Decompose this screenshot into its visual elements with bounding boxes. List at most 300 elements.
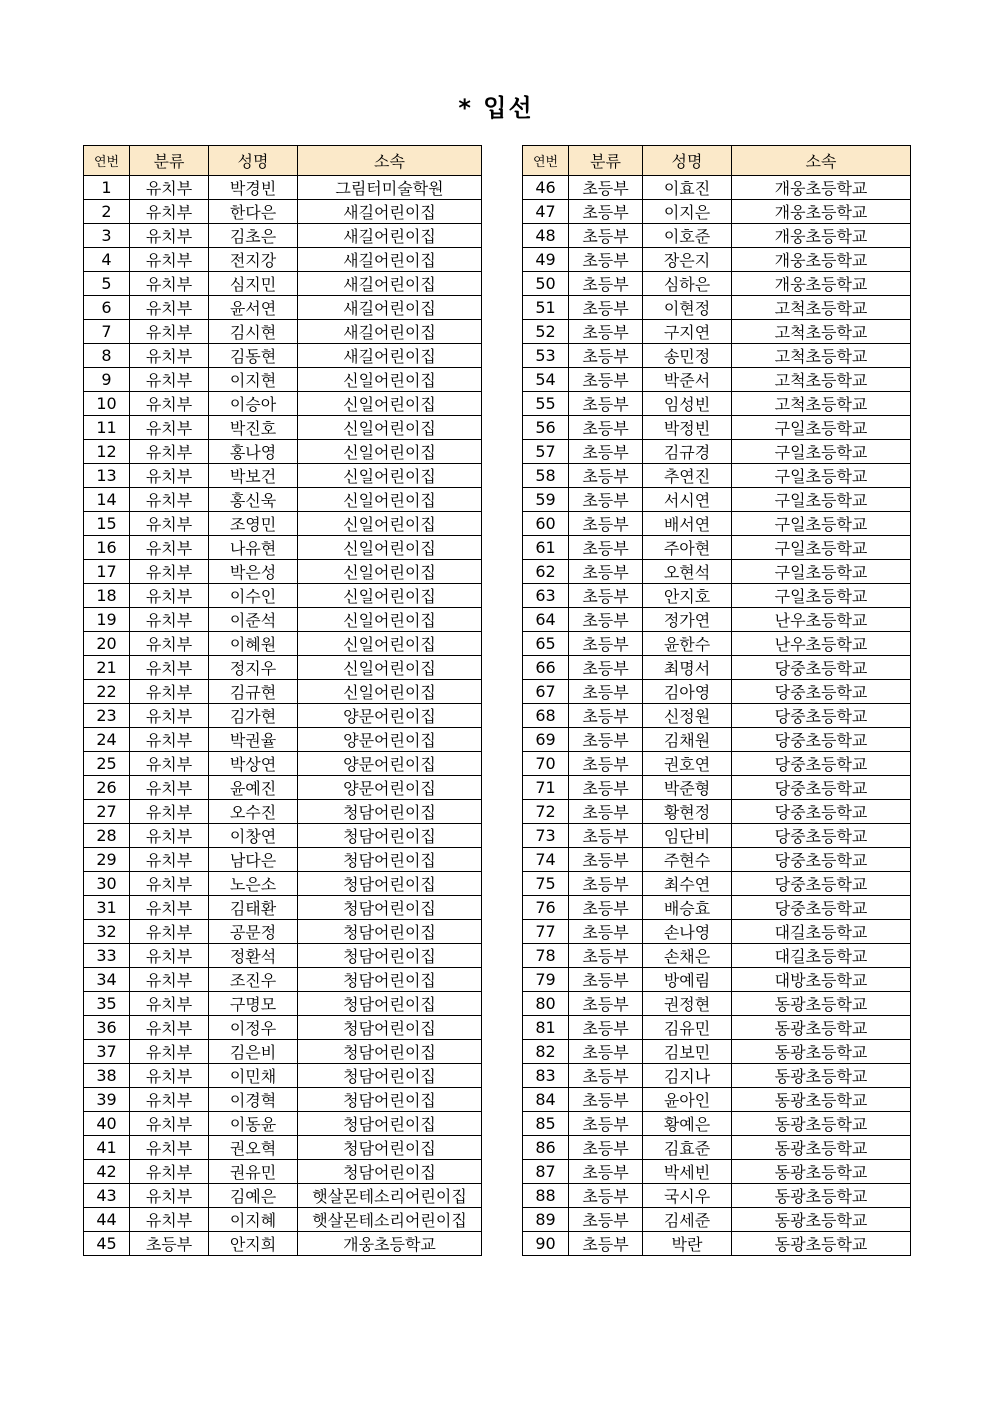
cell-affiliation: 새길어린이집 [298, 224, 482, 248]
cell-number: 45 [84, 1232, 130, 1256]
cell-number: 85 [523, 1112, 569, 1136]
cell-category: 초등부 [569, 656, 643, 680]
cell-number: 35 [84, 992, 130, 1016]
cell-affiliation: 신일어린이집 [298, 560, 482, 584]
cell-affiliation: 청담어린이집 [298, 1064, 482, 1088]
table-row [523, 248, 911, 272]
table-row [523, 824, 911, 848]
table-row [523, 1112, 911, 1136]
cell-affiliation: 청담어린이집 [298, 800, 482, 824]
cell-affiliation: 새길어린이집 [298, 272, 482, 296]
table-row [84, 632, 482, 656]
cell-number: 8 [84, 344, 130, 368]
cell-affiliation: 고척초등학교 [732, 392, 911, 416]
cell-category: 초등부 [569, 1184, 643, 1208]
cell-name: 박준서 [643, 368, 732, 392]
cell-category: 초등부 [569, 392, 643, 416]
table-row [84, 1016, 482, 1040]
table-row [84, 1064, 482, 1088]
cell-number: 58 [523, 464, 569, 488]
cell-name: 김규경 [643, 440, 732, 464]
cell-number: 15 [84, 512, 130, 536]
cell-number: 30 [84, 872, 130, 896]
cell-number: 82 [523, 1040, 569, 1064]
cell-number: 49 [523, 248, 569, 272]
cell-number: 73 [523, 824, 569, 848]
cell-number: 78 [523, 944, 569, 968]
cell-number: 12 [84, 440, 130, 464]
cell-name: 박보건 [209, 464, 298, 488]
cell-name: 김은비 [209, 1040, 298, 1064]
table-row [84, 680, 482, 704]
table-row [523, 656, 911, 680]
cell-number: 42 [84, 1160, 130, 1184]
cell-number: 23 [84, 704, 130, 728]
table-row [523, 680, 911, 704]
table-row [84, 272, 482, 296]
table-row [84, 536, 482, 560]
cell-category: 유치부 [130, 296, 209, 320]
cell-affiliation: 신일어린이집 [298, 368, 482, 392]
table-row [84, 1112, 482, 1136]
cell-number: 25 [84, 752, 130, 776]
cell-name: 임성빈 [643, 392, 732, 416]
cell-name: 김채원 [643, 728, 732, 752]
cell-number: 11 [84, 416, 130, 440]
cell-number: 53 [523, 344, 569, 368]
cell-category: 초등부 [569, 584, 643, 608]
cell-number: 6 [84, 296, 130, 320]
table-row [523, 704, 911, 728]
table-header-row [84, 146, 482, 176]
cell-name: 이창연 [209, 824, 298, 848]
table-row [84, 368, 482, 392]
cell-name: 구명모 [209, 992, 298, 1016]
cell-name: 김동현 [209, 344, 298, 368]
cell-name: 배서연 [643, 512, 732, 536]
cell-category: 초등부 [569, 776, 643, 800]
cell-affiliation: 청담어린이집 [298, 1112, 482, 1136]
cell-name: 이동윤 [209, 1112, 298, 1136]
cell-name: 이경혁 [209, 1088, 298, 1112]
cell-name: 윤서연 [209, 296, 298, 320]
table-row [523, 1064, 911, 1088]
cell-number: 32 [84, 920, 130, 944]
table-row [84, 608, 482, 632]
cell-number: 47 [523, 200, 569, 224]
cell-affiliation: 당중초등학교 [732, 872, 911, 896]
cell-category: 초등부 [569, 896, 643, 920]
cell-number: 79 [523, 968, 569, 992]
table-row [84, 584, 482, 608]
table-row [523, 392, 911, 416]
cell-number: 27 [84, 800, 130, 824]
cell-category: 유치부 [130, 944, 209, 968]
table-row [84, 896, 482, 920]
cell-name: 이효진 [643, 176, 732, 200]
cell-number: 50 [523, 272, 569, 296]
cell-affiliation: 신일어린이집 [298, 440, 482, 464]
cell-name: 서시연 [643, 488, 732, 512]
cell-name: 정환석 [209, 944, 298, 968]
cell-category: 초등부 [130, 1232, 209, 1256]
cell-number: 13 [84, 464, 130, 488]
cell-name: 오현석 [643, 560, 732, 584]
cell-name: 권오혁 [209, 1136, 298, 1160]
cell-category: 초등부 [569, 944, 643, 968]
table-row [84, 800, 482, 824]
table-row [84, 704, 482, 728]
cell-category: 초등부 [569, 536, 643, 560]
cell-affiliation: 개웅초등학교 [298, 1232, 482, 1256]
cell-name: 이민채 [209, 1064, 298, 1088]
cell-name: 김초은 [209, 224, 298, 248]
cell-number: 4 [84, 248, 130, 272]
cell-affiliation: 동광초등학교 [732, 1112, 911, 1136]
table-row [523, 800, 911, 824]
cell-name: 홍나영 [209, 440, 298, 464]
cell-affiliation: 청담어린이집 [298, 968, 482, 992]
cell-category: 유치부 [130, 1136, 209, 1160]
cell-name: 이호준 [643, 224, 732, 248]
cell-name: 박준형 [643, 776, 732, 800]
cell-number: 59 [523, 488, 569, 512]
cell-number: 88 [523, 1184, 569, 1208]
cell-name: 김지나 [643, 1064, 732, 1088]
table-row [84, 824, 482, 848]
table-row [523, 992, 911, 1016]
table-row [523, 968, 911, 992]
cell-affiliation: 개웅초등학교 [732, 200, 911, 224]
table-row [523, 1016, 911, 1040]
cell-name: 김아영 [643, 680, 732, 704]
cell-category: 유치부 [130, 560, 209, 584]
cell-affiliation: 당중초등학교 [732, 752, 911, 776]
cell-name: 윤한수 [643, 632, 732, 656]
cell-name: 노은소 [209, 872, 298, 896]
cell-number: 60 [523, 512, 569, 536]
table-row [523, 872, 911, 896]
table-row [84, 776, 482, 800]
cell-category: 유치부 [130, 776, 209, 800]
table-row [84, 464, 482, 488]
cell-number: 38 [84, 1064, 130, 1088]
cell-affiliation: 구일초등학교 [732, 440, 911, 464]
cell-affiliation: 청담어린이집 [298, 824, 482, 848]
cell-name: 최수연 [643, 872, 732, 896]
cell-affiliation: 새길어린이집 [298, 248, 482, 272]
table-row [84, 1232, 482, 1256]
cell-affiliation: 신일어린이집 [298, 536, 482, 560]
cell-category: 유치부 [130, 176, 209, 200]
cell-number: 61 [523, 536, 569, 560]
cell-name: 나유현 [209, 536, 298, 560]
cell-affiliation: 당중초등학교 [732, 656, 911, 680]
cell-affiliation: 당중초등학교 [732, 800, 911, 824]
cell-affiliation: 고척초등학교 [732, 368, 911, 392]
cell-name: 김보민 [643, 1040, 732, 1064]
cell-affiliation: 신일어린이집 [298, 632, 482, 656]
cell-category: 유치부 [130, 800, 209, 824]
table-row [523, 608, 911, 632]
cell-name: 신정원 [643, 704, 732, 728]
table-row [523, 920, 911, 944]
cell-number: 1 [84, 176, 130, 200]
cell-name: 심하은 [643, 272, 732, 296]
award-table-right [522, 145, 911, 1256]
cell-category: 유치부 [130, 1016, 209, 1040]
table-row [84, 320, 482, 344]
cell-category: 초등부 [569, 968, 643, 992]
table-row [84, 728, 482, 752]
cell-affiliation: 당중초등학교 [732, 848, 911, 872]
cell-name: 안지희 [209, 1232, 298, 1256]
cell-affiliation: 신일어린이집 [298, 680, 482, 704]
cell-affiliation: 그림터미술학원 [298, 176, 482, 200]
cell-category: 초등부 [569, 632, 643, 656]
cell-category: 초등부 [569, 224, 643, 248]
cell-number: 43 [84, 1184, 130, 1208]
cell-affiliation: 동광초등학교 [732, 1232, 911, 1256]
cell-name: 임단비 [643, 824, 732, 848]
table-row [523, 1184, 911, 1208]
cell-category: 초등부 [569, 1088, 643, 1112]
cell-name: 박상연 [209, 752, 298, 776]
cell-number: 44 [84, 1208, 130, 1232]
cell-category: 유치부 [130, 1208, 209, 1232]
cell-number: 86 [523, 1136, 569, 1160]
cell-name: 손나영 [643, 920, 732, 944]
table-row [523, 176, 911, 200]
cell-number: 14 [84, 488, 130, 512]
cell-category: 초등부 [569, 368, 643, 392]
table-row [84, 1040, 482, 1064]
cell-affiliation: 고척초등학교 [732, 344, 911, 368]
cell-category: 초등부 [569, 416, 643, 440]
cell-number: 48 [523, 224, 569, 248]
cell-affiliation: 청담어린이집 [298, 872, 482, 896]
header-number: 연번 [84, 146, 130, 176]
cell-name: 이현정 [643, 296, 732, 320]
cell-name: 이준석 [209, 608, 298, 632]
cell-category: 초등부 [569, 1232, 643, 1256]
cell-name: 김세준 [643, 1208, 732, 1232]
cell-name: 김가현 [209, 704, 298, 728]
cell-category: 유치부 [130, 1088, 209, 1112]
cell-affiliation: 고척초등학교 [732, 296, 911, 320]
table-row [523, 296, 911, 320]
cell-category: 유치부 [130, 224, 209, 248]
cell-category: 초등부 [569, 200, 643, 224]
cell-affiliation: 동광초등학교 [732, 1160, 911, 1184]
table-body-left [84, 176, 482, 1256]
cell-affiliation: 당중초등학교 [732, 704, 911, 728]
cell-number: 77 [523, 920, 569, 944]
table-row [84, 224, 482, 248]
cell-name: 주아현 [643, 536, 732, 560]
table-row [523, 728, 911, 752]
cell-name: 방예림 [643, 968, 732, 992]
cell-category: 유치부 [130, 656, 209, 680]
table-row [523, 512, 911, 536]
table-row [84, 1184, 482, 1208]
cell-number: 2 [84, 200, 130, 224]
table-header-row [523, 146, 911, 176]
cell-name: 공문정 [209, 920, 298, 944]
cell-category: 유치부 [130, 512, 209, 536]
cell-category: 초등부 [569, 272, 643, 296]
cell-category: 초등부 [569, 1208, 643, 1232]
cell-name: 이지은 [643, 200, 732, 224]
cell-number: 19 [84, 608, 130, 632]
cell-number: 68 [523, 704, 569, 728]
cell-category: 초등부 [569, 1064, 643, 1088]
cell-number: 64 [523, 608, 569, 632]
cell-name: 이지현 [209, 368, 298, 392]
cell-category: 초등부 [569, 1136, 643, 1160]
cell-category: 초등부 [569, 560, 643, 584]
cell-number: 74 [523, 848, 569, 872]
cell-affiliation: 당중초등학교 [732, 728, 911, 752]
cell-category: 유치부 [130, 1112, 209, 1136]
table-row [84, 560, 482, 584]
cell-category: 유치부 [130, 536, 209, 560]
cell-number: 10 [84, 392, 130, 416]
cell-affiliation: 구일초등학교 [732, 464, 911, 488]
cell-number: 41 [84, 1136, 130, 1160]
cell-affiliation: 난우초등학교 [732, 632, 911, 656]
cell-affiliation: 양문어린이집 [298, 728, 482, 752]
cell-name: 박은성 [209, 560, 298, 584]
cell-number: 31 [84, 896, 130, 920]
cell-number: 36 [84, 1016, 130, 1040]
table-row [523, 1040, 911, 1064]
cell-affiliation: 청담어린이집 [298, 1136, 482, 1160]
cell-affiliation: 신일어린이집 [298, 608, 482, 632]
table-row [84, 176, 482, 200]
cell-category: 유치부 [130, 632, 209, 656]
cell-name: 홍신욱 [209, 488, 298, 512]
table-row [84, 248, 482, 272]
cell-category: 초등부 [569, 440, 643, 464]
table-row [523, 1136, 911, 1160]
cell-affiliation: 동광초등학교 [732, 1064, 911, 1088]
cell-category: 유치부 [130, 200, 209, 224]
cell-number: 29 [84, 848, 130, 872]
cell-number: 22 [84, 680, 130, 704]
table-row [84, 1088, 482, 1112]
cell-affiliation: 동광초등학교 [732, 1136, 911, 1160]
cell-number: 80 [523, 992, 569, 1016]
cell-affiliation: 동광초등학교 [732, 1208, 911, 1232]
cell-affiliation: 동광초등학교 [732, 992, 911, 1016]
cell-name: 김예은 [209, 1184, 298, 1208]
cell-number: 71 [523, 776, 569, 800]
table-row [84, 1208, 482, 1232]
cell-name: 장은지 [643, 248, 732, 272]
table-row [84, 488, 482, 512]
table-row [84, 344, 482, 368]
cell-category: 유치부 [130, 824, 209, 848]
cell-name: 권유민 [209, 1160, 298, 1184]
cell-name: 추연진 [643, 464, 732, 488]
cell-affiliation: 신일어린이집 [298, 656, 482, 680]
cell-affiliation: 구일초등학교 [732, 512, 911, 536]
table-row [523, 416, 911, 440]
cell-category: 유치부 [130, 368, 209, 392]
cell-category: 초등부 [569, 608, 643, 632]
cell-name: 윤아인 [643, 1088, 732, 1112]
cell-category: 유치부 [130, 488, 209, 512]
table-row [523, 632, 911, 656]
table-row [84, 656, 482, 680]
cell-affiliation: 신일어린이집 [298, 488, 482, 512]
cell-number: 18 [84, 584, 130, 608]
table-row [84, 1136, 482, 1160]
cell-number: 51 [523, 296, 569, 320]
cell-name: 안지호 [643, 584, 732, 608]
cell-affiliation: 대방초등학교 [732, 968, 911, 992]
cell-category: 유치부 [130, 680, 209, 704]
cell-category: 초등부 [569, 1016, 643, 1040]
cell-category: 유치부 [130, 1064, 209, 1088]
table-row [84, 200, 482, 224]
cell-affiliation: 대길초등학교 [732, 920, 911, 944]
cell-name: 이지혜 [209, 1208, 298, 1232]
table-row [523, 224, 911, 248]
table-row [84, 968, 482, 992]
cell-number: 21 [84, 656, 130, 680]
cell-name: 이승아 [209, 392, 298, 416]
cell-number: 66 [523, 656, 569, 680]
cell-name: 박권율 [209, 728, 298, 752]
cell-affiliation: 청담어린이집 [298, 1088, 482, 1112]
cell-name: 이혜원 [209, 632, 298, 656]
table-row [523, 1208, 911, 1232]
cell-number: 5 [84, 272, 130, 296]
cell-affiliation: 양문어린이집 [298, 752, 482, 776]
table-row [84, 392, 482, 416]
table-row [523, 1232, 911, 1256]
cell-number: 90 [523, 1232, 569, 1256]
cell-affiliation: 고척초등학교 [732, 320, 911, 344]
cell-number: 89 [523, 1208, 569, 1232]
table-row [84, 752, 482, 776]
cell-category: 초등부 [569, 680, 643, 704]
cell-name: 황현정 [643, 800, 732, 824]
cell-name: 국시우 [643, 1184, 732, 1208]
cell-name: 정지우 [209, 656, 298, 680]
table-row [84, 872, 482, 896]
cell-category: 초등부 [569, 1040, 643, 1064]
cell-affiliation: 대길초등학교 [732, 944, 911, 968]
cell-name: 남다은 [209, 848, 298, 872]
cell-name: 박세빈 [643, 1160, 732, 1184]
cell-category: 초등부 [569, 704, 643, 728]
table-row [523, 944, 911, 968]
table-row [523, 1088, 911, 1112]
cell-number: 37 [84, 1040, 130, 1064]
cell-number: 17 [84, 560, 130, 584]
cell-number: 69 [523, 728, 569, 752]
cell-name: 한다은 [209, 200, 298, 224]
cell-category: 유치부 [130, 248, 209, 272]
table-row [523, 1160, 911, 1184]
cell-category: 유치부 [130, 608, 209, 632]
cell-category: 유치부 [130, 272, 209, 296]
cell-name: 조영민 [209, 512, 298, 536]
header-affiliation: 소속 [298, 146, 482, 176]
